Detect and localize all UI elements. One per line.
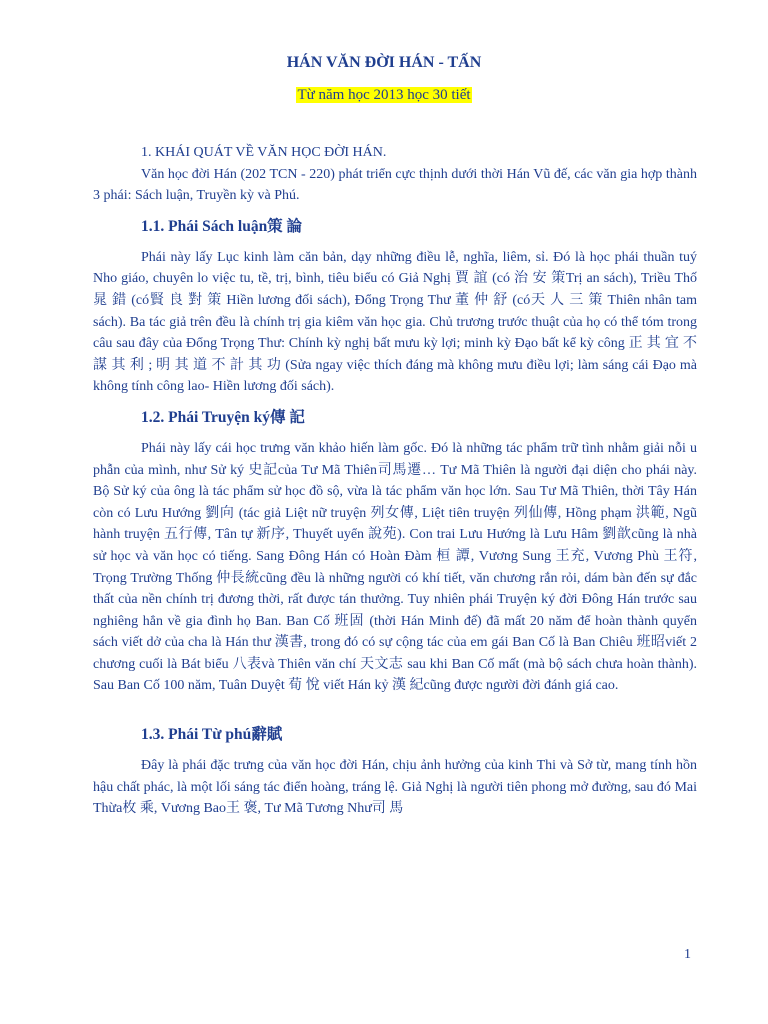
section-1-1-paragraph: Phái này lấy Lục kinh làm căn bản, dạy những điều lễ, nghĩa, liêm, sỉ. Đó là học phái thuần tuý Nho giáo, chuyên lo việc tu, tề, trị, bình, tiêu biểu có Giả Nghị 賈 誼 (có 治 安 策Trị an sách), Triều Thố 晁 錯 (có賢 良 對 策 Hiền lương đối sách), Đổng Trọng Thư 董 仲 舒 (có天 人 三 策 Thiên nhân tam sách). Ba tác giả trên đều là chính trị gia kiêm văn học gia. Chủ trương trước thuật của họ có thể tóm trong câu sau đây của Đổng Trọng Thư: Chính kỳ nghị bất mưu kỳ lợi; minh kỳ Đạo bất kể kỳ công 正 其 宜 不 謀 其 利 ; 明 其 道 不 計 其 功 (Sửa ngay việc thích đáng mà không mưu điều lợi; làm sáng cái Đạo mà không tính công lao- Hiền lương đối sách). <box>93 249 697 395</box>
section-1-2-heading: 1.2. Phái Truyện ký傳 記 <box>141 408 305 426</box>
section-1-2-paragraph: Phái này lấy cái học trưng văn khảo hiến làm gốc. Đó là những tác phẩm trữ tình nhằm giải nỗi u phẫn của mình, như Sử ký 史記của Tư Mã Thiên司馬遷… Tư Mã Thiên là người đại diện cho phái này. Bộ Sử ký của ông là tác phẩm sử học đồ sộ, vừa là tác phẩm văn học lớn. Sau Tư Mã Thiên, thời Tây Hán còn có Lưu Hướng 劉向 (tác giả Liệt nữ truyện 列女傳, Liệt tiên truyện 列仙傳, Hồng phạm 洪範, Ngũ hành truyện 五行傳, Tân tự 新序, Thuyết uyển 說苑). Con trai Lưu Hướng là Lưu Hâm 劉歆cũng là nhà sử học và văn học có tiếng. Sang Đông Hán có Hoàn Đàm 桓 譚, Vương Sung 王充, Vương Phù 王符, Trọng Trường Thống 仲長統cũng đều là những người có khí tiết, văn chương rắn rỏi, dám bàn đến sự đắc thất của nền chính trị đương thời, rất được tán thưởng. Tuy nhiên phái Truyện ký đời Đông Hán trước sau nghiêng hẳn về gia đình họ Ban. Ban Cố 班固 (thời Hán Minh đế) đã mất 20 năm để hoàn thành quyển sách viết dở của cha là Hán thư 漢書, trong đó có sự cộng tác của em gái Ban Cố là Ban Chiêu 班昭viết 2 chương cuối là Bát biểu 八表và Thiên văn chí 天文志 sau khi Ban Cố mất (mà bộ sách chưa hoàn thành). Sau Ban Cố 100 năm, Tuân Duyệt 荀 悅 viết Hán kỷ 漢 紀cũng được người đời đánh giá cao. <box>93 440 697 694</box>
document-title: HÁN VĂN ĐỜI HÁN - TẤN <box>286 54 482 71</box>
overview-paragraph: Văn học đời Hán (202 TCN - 220) phát triển cực thịnh dưới thời Hán Vũ đế, các văn gia hợp thành 3 phái: Sách luận, Truyền kỳ và Phú. <box>93 166 697 204</box>
section-1-3-heading: 1.3. Phái Từ phú辭賦 <box>141 726 283 744</box>
document-subtitle: Từ năm học 2013 học 30 tiết <box>297 87 471 103</box>
subtitle-container <box>0 86 768 104</box>
page-number: 1 <box>684 947 691 962</box>
section-1-3-paragraph: Đây là phái đặc trưng của văn học đời Hán, chịu ảnh hưởng của kinh Thi và Sở từ, mang tính hồn hậu chất phác, là một lối sáng tác điển hoàng, tráng lệ. Giả Nghị là người tiên phong mở đường, sau đó Mai Thừa枚 乘, Vương Bao王 褒, Tư Mã Tương Như司 馬 <box>93 758 697 817</box>
overview-heading: 1. KHÁI QUÁT VỀ VĂN HỌC ĐỜI HÁN. <box>141 145 387 160</box>
document-body <box>93 142 697 820</box>
section-1-1-heading: 1.1. Phái Sách luận策 論 <box>141 217 303 235</box>
